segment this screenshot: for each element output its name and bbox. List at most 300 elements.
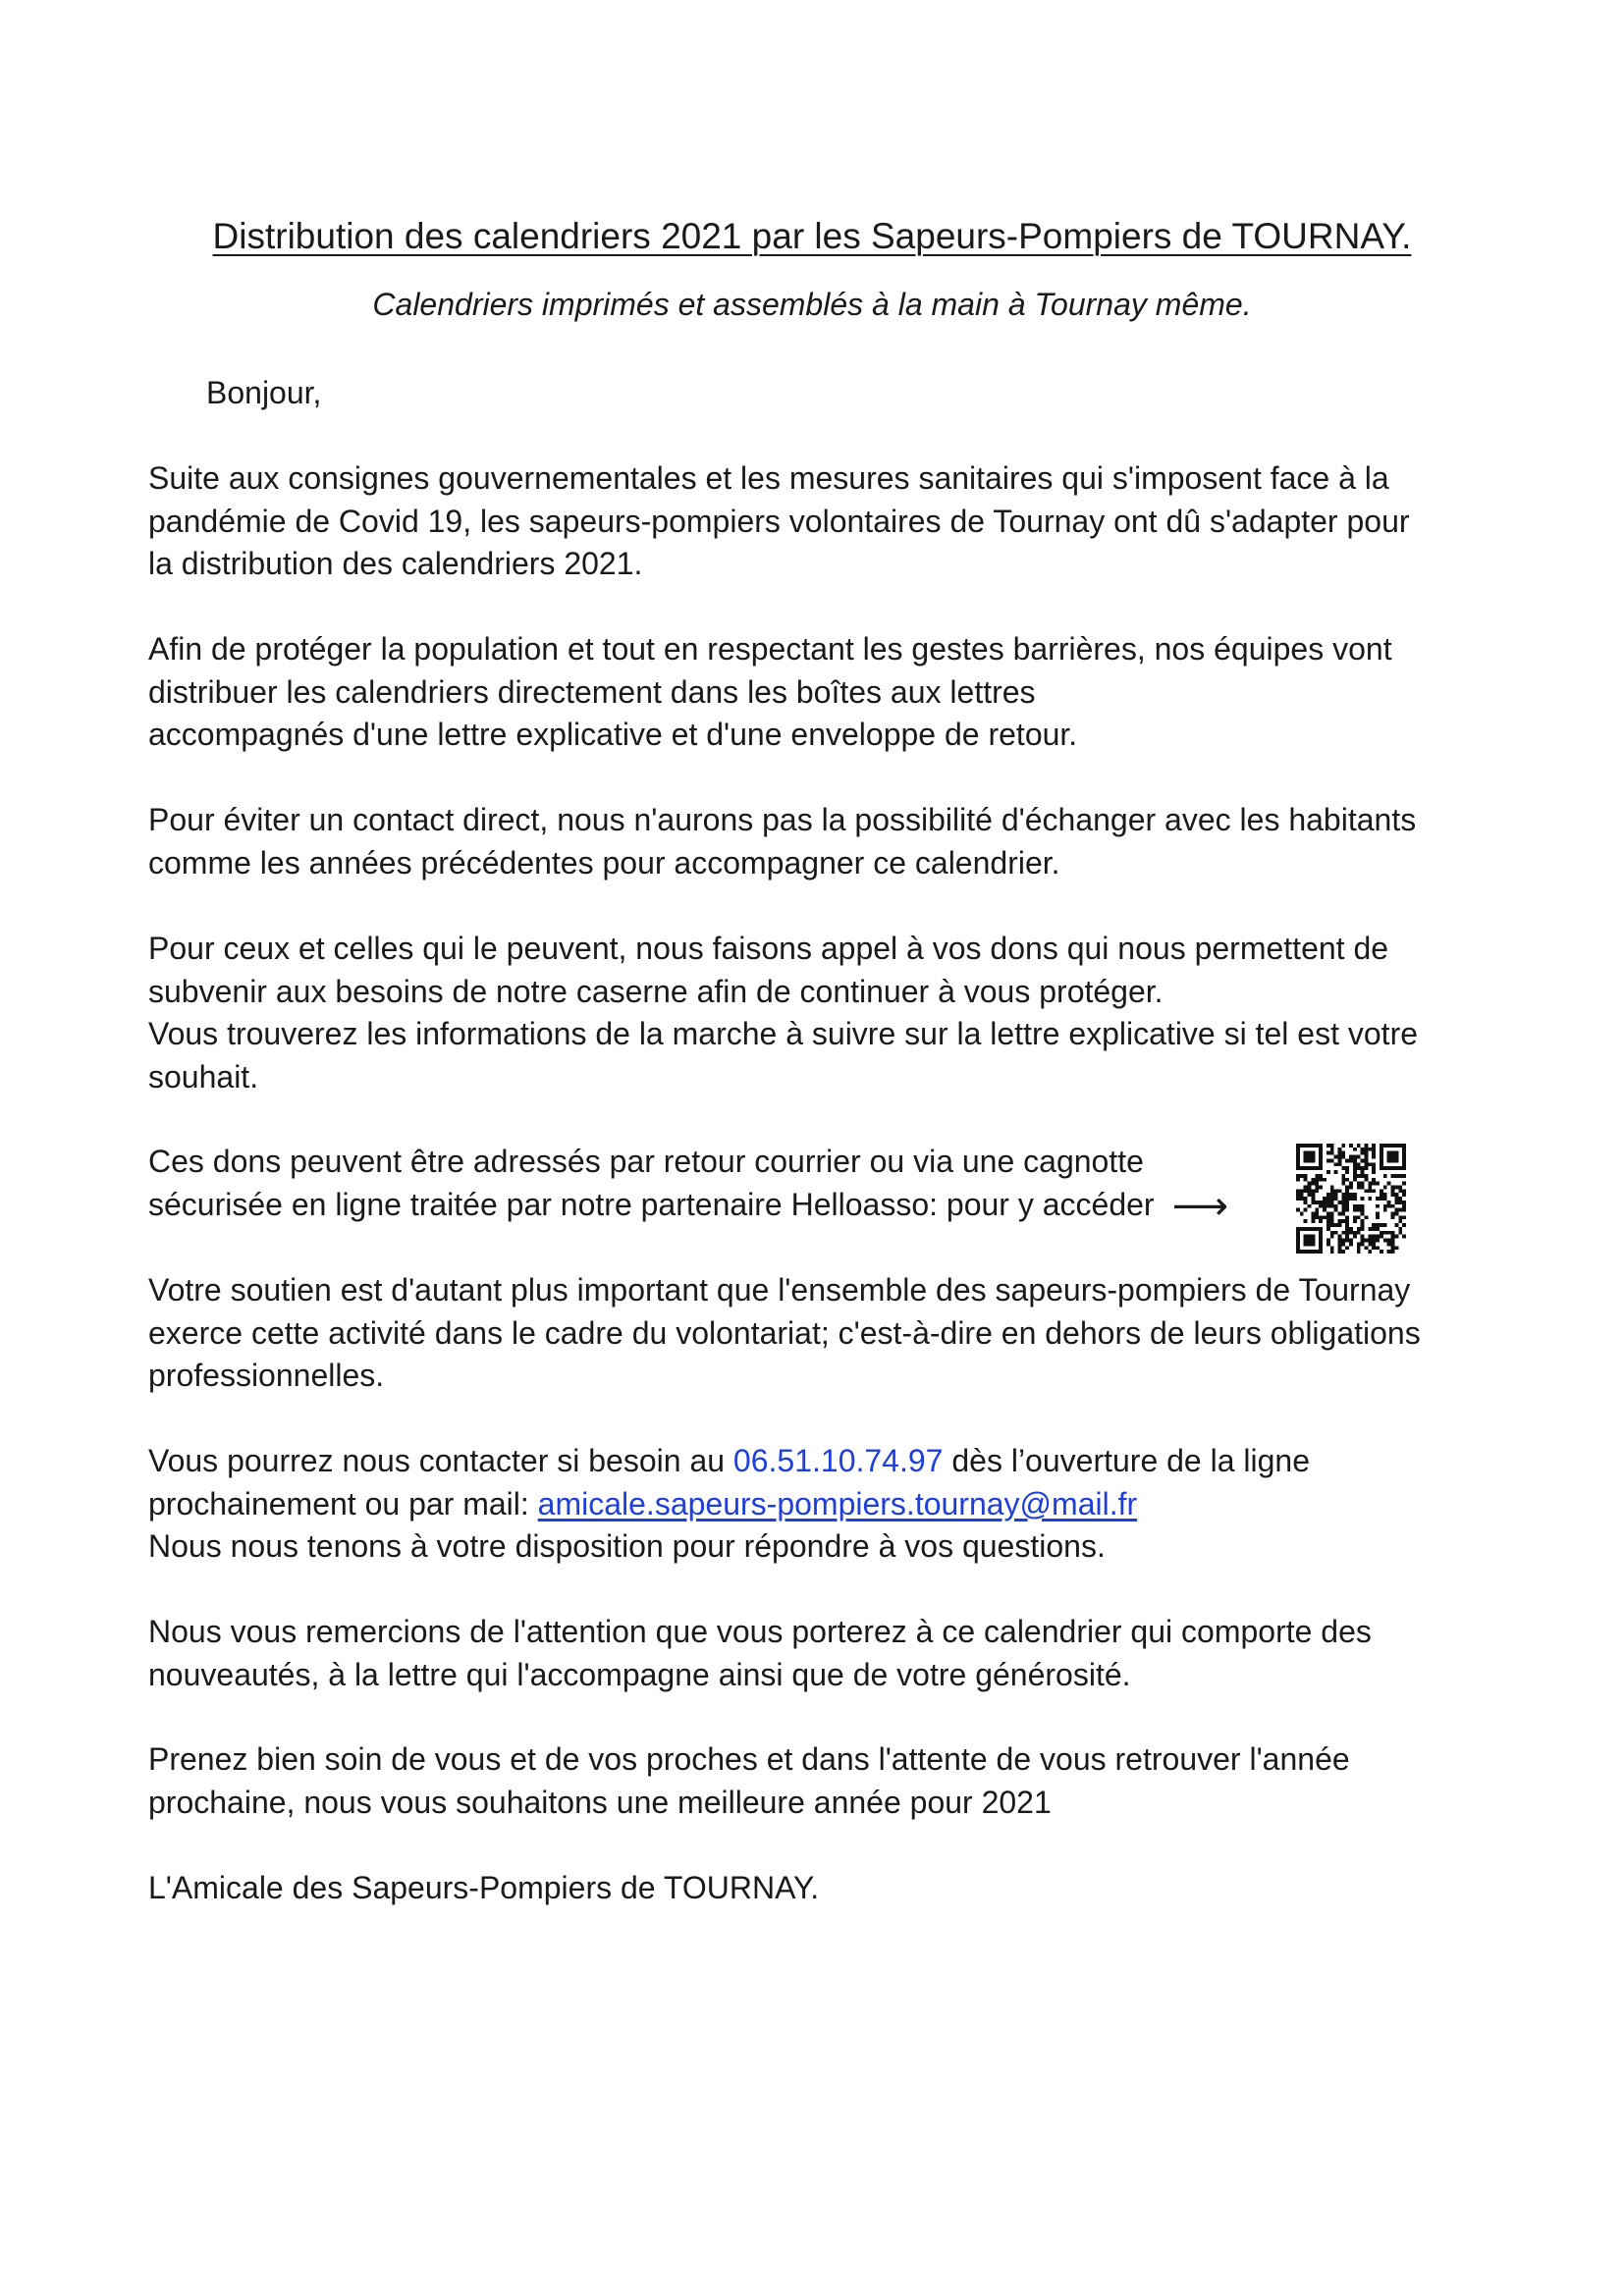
qr-module [1402,1151,1406,1155]
qr-module [1319,1185,1323,1189]
paragraph-wishes [148,1738,1503,1824]
qr-module [1391,1185,1395,1189]
qr-module [1345,1178,1349,1182]
qr-module [1341,1231,1345,1235]
qr-module [1394,1185,1398,1189]
qr-module [1308,1166,1312,1170]
qr-module [1394,1155,1398,1159]
qr-module [1353,1208,1357,1212]
qr-module [1394,1212,1398,1216]
paragraph-line: subvenir aux besoins de notre caserne afin de continuer à vous protéger. [148,973,1164,1009]
qr-module [1380,1151,1383,1155]
paragraph-line-text: sécurisée en ligne traitée par notre partenaire Helloasso: pour y accéder [148,1186,1155,1222]
phone-number[interactable]: 06.51.10.74.97 [732,1443,944,1478]
qr-module [1357,1162,1361,1166]
qr-module [1368,1182,1372,1186]
email-link[interactable]: amicale.sapeurs-pompiers.tournay@mail.fr [537,1485,1138,1522]
qr-module [1357,1182,1361,1186]
qr-module [1376,1215,1380,1219]
qr-module [1402,1155,1406,1159]
qr-module [1402,1223,1406,1227]
qr-module [1380,1250,1383,1254]
qr-module [1376,1239,1380,1243]
qr-module [1311,1227,1315,1231]
qr-module [1330,1215,1334,1219]
qr-module [1372,1178,1376,1182]
qr-module [1341,1197,1345,1201]
qr-module [1337,1219,1341,1223]
qr-module [1357,1242,1361,1246]
qr-module [1380,1162,1383,1166]
qr-module [1372,1151,1376,1155]
qr-module [1300,1212,1304,1216]
qr-module [1296,1151,1300,1155]
qr-module [1304,1166,1308,1170]
qr-module [1315,1166,1319,1170]
qr-module [1391,1250,1395,1254]
paragraph-no-contact [148,799,1503,884]
qr-module [1349,1158,1353,1162]
qr-module [1345,1158,1349,1162]
qr-module [1304,1235,1308,1239]
qr-module [1387,1182,1391,1186]
qr-module [1300,1250,1304,1254]
qr-module [1304,1227,1308,1231]
qr-module [1361,1223,1365,1227]
qr-module [1330,1231,1334,1235]
qr-module [1311,1212,1315,1216]
qr-module [1341,1174,1345,1178]
qr-module [1402,1158,1406,1162]
qr-module [1330,1201,1334,1204]
qr-module [1308,1193,1312,1197]
qr-module [1319,1235,1323,1239]
qr-module [1349,1155,1353,1159]
qr-module [1334,1189,1338,1193]
qr-module [1296,1189,1300,1193]
qr-module [1398,1189,1402,1193]
qr-module [1398,1227,1402,1231]
qr-module [1380,1166,1383,1170]
qr-module [1345,1189,1349,1193]
qr-module [1368,1148,1372,1151]
qr-module [1311,1201,1315,1204]
qr-module [1311,1239,1315,1243]
qr-module [1357,1227,1361,1231]
qr-module [1391,1193,1395,1197]
qr-module [1361,1242,1365,1246]
qr-module [1394,1246,1398,1250]
paragraph-line: Afin de protéger la population et tout en respectant les gestes barrières, nos équipes vont [148,631,1392,667]
qr-module [1398,1231,1402,1235]
qr-module [1345,1204,1349,1208]
qr-module [1304,1197,1308,1201]
qr-module [1311,1182,1315,1186]
qr-module [1357,1144,1361,1148]
paragraph-line: Nous nous tenons à votre disposition pour répondre à vos questions. [148,1528,1106,1564]
qr-module [1311,1235,1315,1239]
qr-module [1394,1193,1398,1197]
qr-module [1353,1204,1357,1208]
qr-module [1334,1231,1338,1235]
qr-module [1326,1242,1330,1246]
qr-module [1353,1148,1357,1151]
qr-module [1387,1231,1391,1235]
qr-module [1391,1155,1395,1159]
qr-module [1398,1174,1402,1178]
qr-module [1394,1197,1398,1201]
qr-module [1365,1174,1369,1178]
qr-module [1349,1242,1353,1246]
qr-module [1308,1185,1312,1189]
qr-module [1372,1223,1376,1227]
qr-module [1326,1223,1330,1227]
qr-module [1311,1219,1315,1223]
qr-module [1368,1185,1372,1189]
qr-module [1394,1174,1398,1178]
qr-code-icon[interactable] [1296,1144,1406,1254]
qr-module [1383,1231,1387,1235]
qr-module [1304,1208,1308,1212]
qr-module [1353,1162,1357,1166]
qr-module [1372,1144,1376,1148]
qr-module [1391,1166,1395,1170]
qr-module [1341,1144,1345,1148]
qr-module [1376,1197,1380,1201]
qr-module [1391,1158,1395,1162]
qr-module [1323,1178,1326,1182]
qr-module [1387,1144,1391,1148]
qr-module [1372,1155,1376,1159]
qr-module [1334,1193,1338,1197]
qr-module [1361,1204,1365,1208]
qr-module [1365,1151,1369,1155]
qr-module [1353,1170,1357,1174]
qr-module [1319,1174,1323,1178]
qr-module [1330,1148,1334,1151]
qr-module [1368,1162,1372,1166]
qr-module [1380,1144,1383,1148]
qr-module [1372,1148,1376,1151]
qr-module [1365,1189,1369,1193]
qr-module [1383,1166,1387,1170]
qr-module [1402,1193,1406,1197]
paragraph-line: Prenez bien soin de vous et de vos proches et dans l'attente de vous retrouver l'année [148,1741,1350,1777]
qr-module [1330,1250,1334,1254]
qr-module [1334,1170,1338,1174]
qr-module [1308,1158,1312,1162]
qr-module [1319,1239,1323,1243]
qr-module [1349,1193,1353,1197]
qr-module [1361,1148,1365,1151]
qr-module [1353,1231,1357,1235]
paragraph-donations [148,928,1503,1098]
qr-module [1357,1185,1361,1189]
qr-module [1319,1151,1323,1155]
qr-module [1308,1144,1312,1148]
qr-module [1315,1215,1319,1219]
qr-module [1376,1223,1380,1227]
qr-module [1380,1223,1383,1227]
qr-module [1365,1178,1369,1182]
paragraph-line [148,1483,1503,1526]
qr-module [1353,1158,1357,1162]
qr-module [1341,1193,1345,1197]
qr-module [1391,1204,1395,1208]
qr-module [1330,1185,1334,1189]
qr-module [1383,1185,1387,1189]
qr-module [1341,1239,1345,1243]
qr-module [1361,1151,1365,1155]
qr-module [1330,1212,1334,1216]
paragraph-line: comme les années précédentes pour accompagner ce calendrier. [148,844,1060,881]
qr-module [1376,1246,1380,1250]
qr-module [1357,1250,1361,1254]
qr-module [1368,1189,1372,1193]
qr-module [1315,1185,1319,1189]
qr-module [1345,1235,1349,1239]
qr-module [1368,1239,1372,1243]
qr-module [1304,1151,1308,1155]
qr-module [1357,1155,1361,1159]
qr-module [1345,1215,1349,1219]
qr-module [1308,1242,1312,1246]
qr-module [1330,1204,1334,1208]
qr-module [1319,1246,1323,1250]
qr-module [1319,1144,1323,1148]
qr-module [1383,1223,1387,1227]
qr-module [1394,1235,1398,1239]
qr-module [1402,1235,1406,1239]
qr-module [1326,1201,1330,1204]
qr-module [1330,1223,1334,1227]
qr-module [1296,1166,1300,1170]
paragraph-line: Votre soutien est d'autant plus important que l'ensemble des sapeurs-pompiers de Tournay [148,1272,1411,1308]
qr-module [1319,1166,1323,1170]
qr-module [1394,1144,1398,1148]
qr-module [1308,1155,1312,1159]
qr-module [1341,1204,1345,1208]
qr-module [1402,1166,1406,1170]
qr-module [1387,1250,1391,1254]
qr-module [1349,1144,1353,1148]
qr-module [1315,1227,1319,1231]
qr-module [1326,1204,1330,1208]
paragraph-distribution [148,628,1503,757]
qr-module [1326,1193,1330,1197]
qr-module [1361,1182,1365,1186]
qr-module [1304,1144,1308,1148]
qr-module [1315,1212,1319,1216]
qr-module [1372,1170,1376,1174]
qr-module [1368,1227,1372,1231]
qr-module [1398,1219,1402,1223]
qr-module [1311,1178,1315,1182]
qr-module [1304,1174,1308,1178]
qr-module [1319,1201,1323,1204]
qr-module [1326,1215,1330,1219]
qr-module [1311,1151,1315,1155]
contact-text: Vous pourrez nous contacter si besoin au [148,1443,733,1478]
qr-module [1304,1239,1308,1243]
qr-module [1391,1242,1395,1246]
qr-module [1391,1235,1395,1239]
qr-module [1398,1185,1402,1189]
qr-module [1315,1174,1319,1178]
qr-module [1357,1204,1361,1208]
qr-module [1300,1174,1304,1178]
qr-module [1391,1239,1395,1243]
qr-module [1372,1239,1376,1243]
qr-module [1380,1197,1383,1201]
qr-module [1337,1239,1341,1243]
paragraph-line: distribuer les calendriers directement dans les boîtes aux lettres [148,673,1036,710]
paragraph-thanks [148,1611,1503,1696]
qr-module [1361,1208,1365,1212]
qr-module [1365,1162,1369,1166]
qr-module [1372,1235,1376,1239]
paragraph-line: prochaine, nous vous souhaitons une meilleure année pour 2021 [148,1784,1052,1820]
qr-module [1300,1197,1304,1201]
qr-module [1334,1208,1338,1212]
qr-module [1383,1197,1387,1201]
qr-module [1319,1155,1323,1159]
qr-module [1383,1144,1387,1148]
qr-module [1376,1227,1380,1231]
qr-module [1383,1239,1387,1243]
qr-module [1361,1239,1365,1243]
qr-module [1345,1197,1349,1201]
qr-module [1357,1166,1361,1170]
qr-module [1296,1162,1300,1166]
qr-module [1387,1158,1391,1162]
qr-module [1345,1246,1349,1250]
paragraph-line [148,1440,1503,1483]
qr-module [1402,1208,1406,1212]
qr-module [1387,1155,1391,1159]
qr-module [1398,1166,1402,1170]
qr-module [1315,1178,1319,1182]
paragraph-line: Ces dons peuvent être adressés par retour courrier ou via une cagnotte [148,1144,1144,1179]
qr-module [1394,1158,1398,1162]
qr-module [1353,1235,1357,1239]
qr-module [1296,1246,1300,1250]
qr-module [1402,1174,1406,1178]
qr-module [1349,1231,1353,1235]
qr-module [1308,1151,1312,1155]
qr-module [1387,1151,1391,1155]
qr-module [1296,1158,1300,1162]
paragraph-contact [148,1440,1503,1569]
qr-module [1319,1178,1323,1182]
signature-line: L'Amicale des Sapeurs-Pompiers de TOURNAY. [148,1870,820,1905]
qr-module [1337,1162,1341,1166]
qr-module [1402,1148,1406,1151]
qr-module [1337,1189,1341,1193]
qr-module [1345,1166,1349,1170]
qr-module [1368,1250,1372,1254]
qr-module [1341,1155,1345,1159]
qr-module [1326,1227,1330,1231]
qr-module [1353,1178,1357,1182]
qr-module [1326,1219,1330,1223]
qr-module [1334,1155,1338,1159]
qr-module [1319,1158,1323,1162]
qr-module [1308,1239,1312,1243]
qr-module [1391,1189,1395,1193]
qr-module [1308,1182,1312,1186]
qr-module [1337,1158,1341,1162]
qr-module [1383,1204,1387,1208]
qr-module [1330,1246,1334,1250]
qr-module [1311,1197,1315,1201]
paragraph-volunteer [148,1269,1503,1398]
qr-module [1341,1212,1345,1216]
qr-module [1337,1212,1341,1216]
qr-module [1349,1182,1353,1186]
qr-module [1319,1250,1323,1254]
qr-module [1345,1170,1349,1174]
qr-module [1394,1166,1398,1170]
qr-module [1372,1227,1376,1231]
qr-module [1391,1151,1395,1155]
qr-module [1326,1151,1330,1155]
qr-module [1311,1158,1315,1162]
qr-module [1368,1197,1372,1201]
paragraph-line: nouveautés, à la lettre qui l'accompagne ainsi que de votre générosité. [148,1656,1131,1692]
qr-module [1345,1208,1349,1212]
qr-module [1345,1201,1349,1204]
contact-text: dès l’ouverture de la ligne [943,1443,1311,1478]
qr-module [1372,1246,1376,1250]
qr-module [1296,1235,1300,1239]
qr-module [1304,1250,1308,1254]
qr-module [1330,1193,1334,1197]
qr-module [1380,1231,1383,1235]
qr-module [1341,1151,1345,1155]
greeting: Bonjour, [206,375,322,410]
qr-module [1323,1197,1326,1201]
qr-module [1337,1155,1341,1159]
qr-module [1315,1250,1319,1254]
qr-module [1353,1197,1357,1201]
qr-module [1398,1197,1402,1201]
document-title: Distribution des calendriers 2021 par les Sapeurs-Pompiers de TOURNAY. [212,216,1412,256]
qr-module [1357,1231,1361,1235]
qr-module [1361,1170,1365,1174]
qr-module [1319,1242,1323,1246]
document-subtitle: Calendriers imprimés et assemblés à la main à Tournay même. [372,287,1252,322]
qr-module [1323,1208,1326,1212]
qr-module [1319,1227,1323,1231]
qr-module [1372,1189,1376,1193]
qr-module [1308,1189,1312,1193]
qr-module [1337,1223,1341,1227]
qr-module [1311,1215,1315,1219]
qr-module [1330,1151,1334,1155]
qr-module [1380,1189,1383,1193]
paragraph-line: professionnelles. [148,1358,385,1393]
qr-module [1365,1215,1369,1219]
qr-module [1311,1155,1315,1159]
qr-module [1296,1178,1300,1182]
qr-module [1376,1204,1380,1208]
qr-module [1402,1201,1406,1204]
qr-module [1361,1166,1365,1170]
qr-module [1300,1227,1304,1231]
qr-module [1402,1162,1406,1166]
qr-module [1391,1231,1395,1235]
